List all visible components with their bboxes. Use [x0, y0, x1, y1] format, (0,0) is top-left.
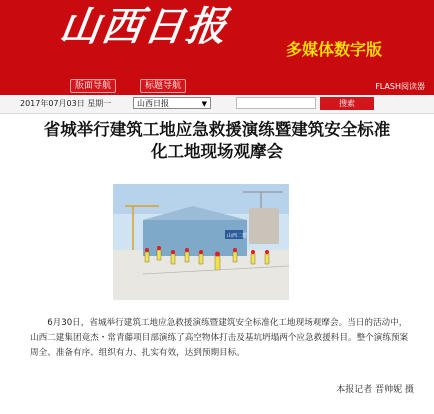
issue-date: 2017年07月03日 星期一	[20, 99, 112, 108]
photo-sign-text: 山西二建	[227, 233, 248, 239]
article-headline	[0, 119, 434, 163]
article-byline: 本报记者 晋帅妮 摄	[336, 385, 414, 395]
page-nav-button[interactable]: 版面导航	[70, 79, 116, 93]
headline-line-2: 化工地现场观摩会	[151, 142, 283, 161]
masthead-subtitle: 多媒体数字版	[286, 40, 383, 59]
nav-strip	[0, 77, 434, 95]
chevron-down-icon: ▼	[201, 100, 207, 108]
headline-line-1: 省城举行建筑工地应急救援演练暨建筑安全标准	[43, 120, 391, 139]
paper-select[interactable]	[133, 97, 211, 109]
article-body: 6月30日，省城举行建筑工地应急救援演练暨建筑安全标准化工地现场观摩会。当日的活动中，山西二建集团竟杰・常青藤项目部演练了高空物体打击及基坑坍塌两个应急救援科目。整个演练预案周全、准备有序、组织有力、扎实有效，达到预期目标。	[30, 318, 409, 358]
article-photo	[113, 184, 289, 300]
search-input[interactable]	[236, 97, 316, 109]
search-button[interactable]: 搜索	[320, 97, 374, 110]
masthead-logo: 山西日报	[56, 3, 232, 50]
flash-reader-link[interactable]: FLASH阅读器	[372, 80, 428, 93]
paper-select-value: 山西日报	[137, 99, 169, 108]
title-nav-button[interactable]: 标题导航	[140, 79, 186, 93]
